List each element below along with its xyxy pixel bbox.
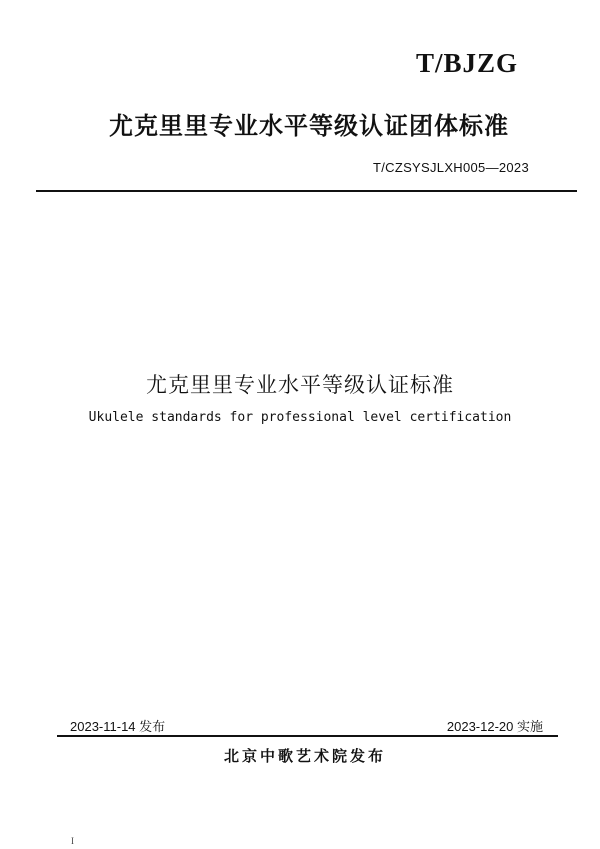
organization-standard-title: 尤克里里专业水平等级认证团体标准 xyxy=(109,112,509,140)
publisher: 北京中歌艺术院发布 xyxy=(223,747,386,765)
document-title: 尤克里里专业水平等级认证标准 xyxy=(146,373,454,397)
publish-date: 2023-11-14 发布 xyxy=(70,719,166,734)
document-title-english: Ukulele standards for professional level certification xyxy=(88,410,512,425)
standard-number: T/CZSYSJLXH005—2023 xyxy=(373,160,529,175)
header-divider xyxy=(36,190,577,192)
footer-divider xyxy=(57,735,558,737)
page-number: I xyxy=(71,836,74,846)
implementation-date: 2023-12-20 实施 xyxy=(446,719,543,734)
standard-code-mark: T/BJZG xyxy=(415,48,518,78)
